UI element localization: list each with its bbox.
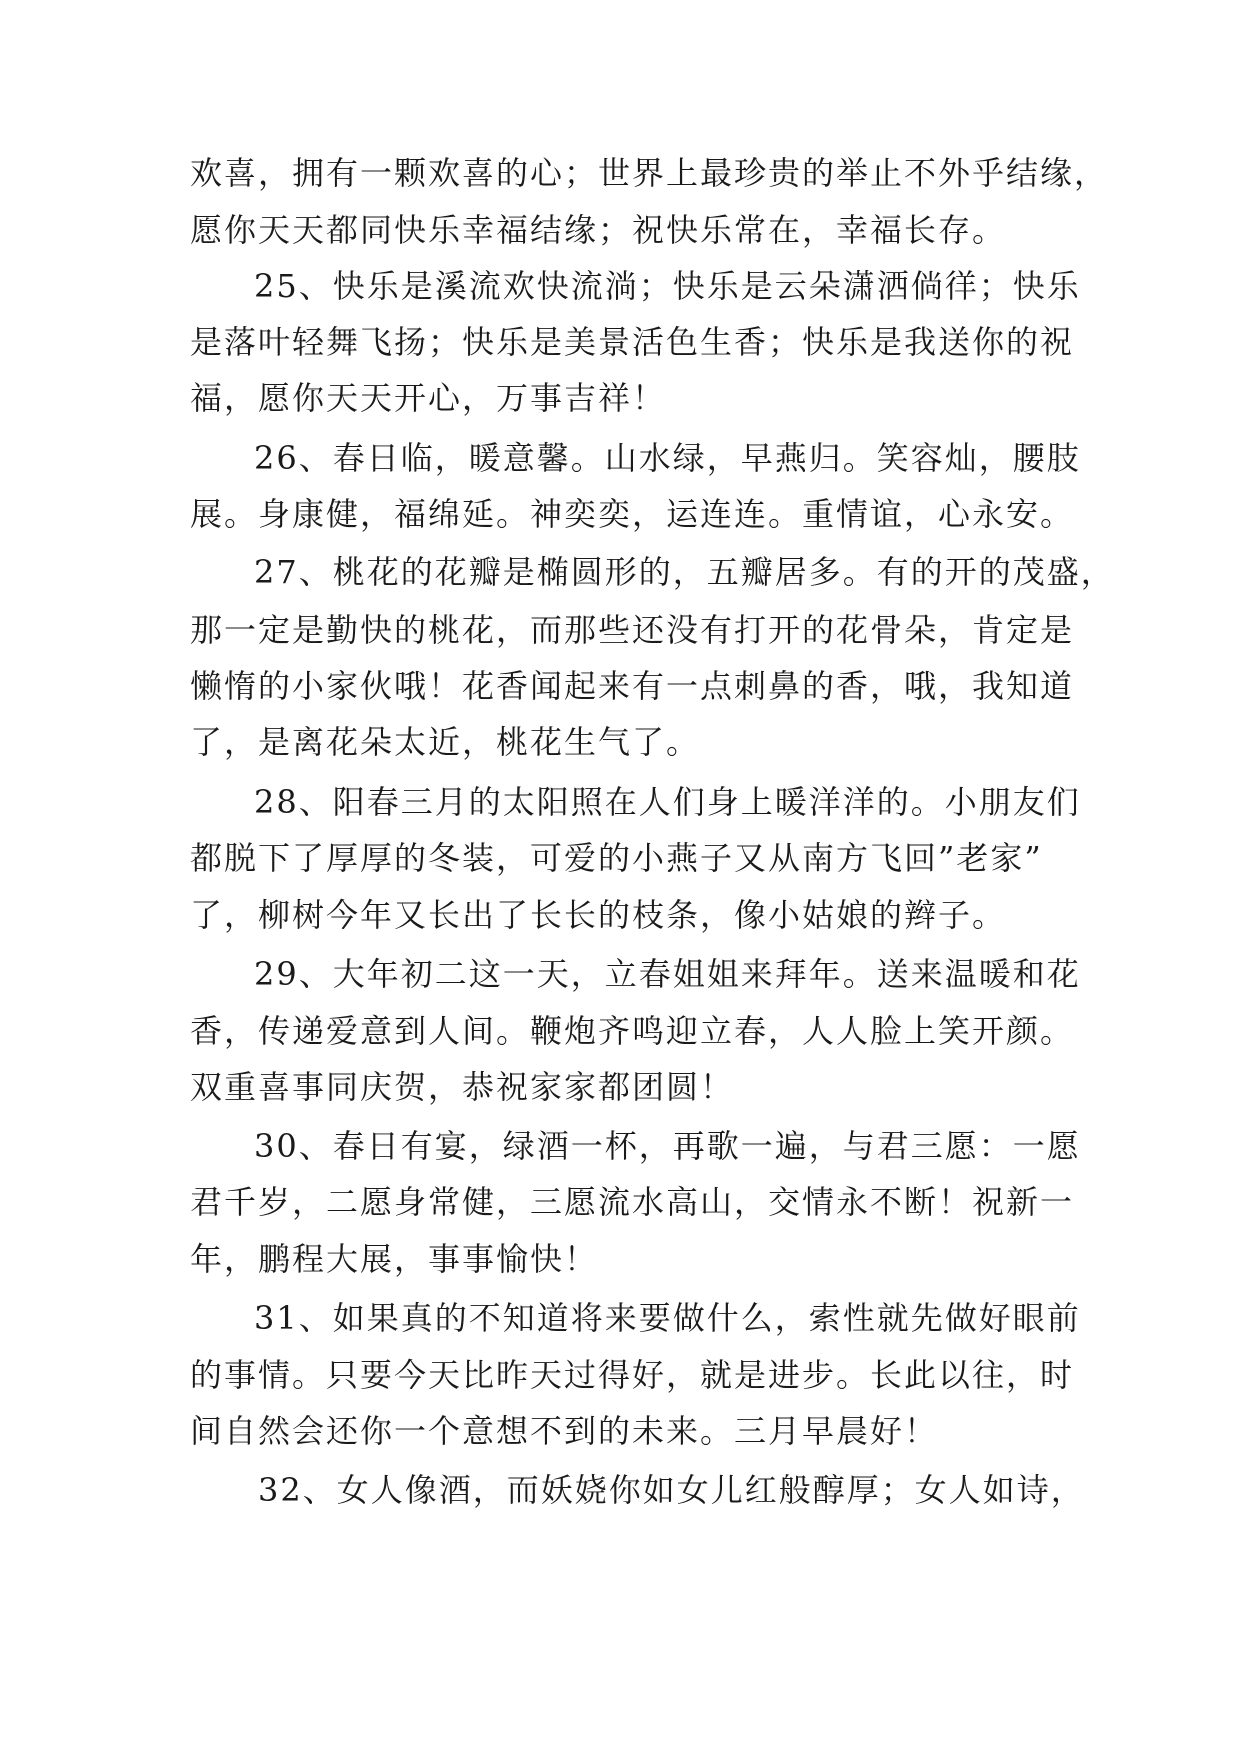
paragraph-28-start: 28、阳春三月的太阳照在人们身上暖洋洋的。小朋友们 [254, 783, 1081, 821]
text-line: 香，传递爱意到人间。鞭炮齐鸣迎立春，人人脸上笑开颜。 [190, 1012, 1075, 1050]
paragraph-27-start: 27、桃花的花瓣是椭圆形的，五瓣居多。有的开的茂盛， [254, 553, 1115, 591]
text-line: 年，鹏程大展，事事愉快！ [190, 1240, 599, 1278]
text-line: 那一定是勤快的桃花，而那些还没有打开的花骨朵，肯定是 [190, 611, 1075, 649]
text-line: 展。身康健，福绵延。神奕奕，运连连。重情谊，心永安。 [190, 495, 1075, 533]
paragraph-30-start: 30、春日有宴，绿酒一杯，再歌一遍，与君三愿：一愿 [254, 1127, 1081, 1165]
paragraph-32-start: 32、女人像酒，而妖娆你如女儿红般醇厚；女人如诗， [258, 1471, 1085, 1509]
paragraph-25-start: 25、快乐是溪流欢快流淌；快乐是云朵潇洒倘徉；快乐 [254, 267, 1081, 305]
text-line: 愿你天天都同快乐幸福结缘；祝快乐常在，幸福长存。 [190, 211, 1007, 249]
text-line: 了，柳树今年又长出了长长的枝条，像小姑娘的辫子。 [190, 896, 1007, 934]
text-line: 的事情。只要今天比昨天过得好，就是进步。长此以往，时 [190, 1356, 1075, 1394]
paragraph-29-start: 29、大年初二这一天，立春姐姐来拜年。送来温暖和花 [254, 955, 1081, 993]
text-line: 欢喜，拥有一颗欢喜的心；世界上最珍贵的举止不外乎结缘， [190, 154, 1109, 192]
paragraph-26-start: 26、春日临，暖意馨。山水绿，早燕归。笑容灿，腰肢 [254, 439, 1081, 477]
paragraph-31-start: 31、如果真的不知道将来要做什么，索性就先做好眼前 [254, 1299, 1081, 1337]
text-line: 了，是离花朵太近，桃花生气了。 [190, 723, 701, 761]
text-line: 福，愿你天天开心，万事吉祥！ [190, 379, 667, 417]
text-line: 君千岁，二愿身常健，三愿流水高山，交情永不断！祝新一 [190, 1183, 1075, 1221]
text-line: 都脱下了厚厚的冬装，可爱的小燕子又从南方飞回”老家” [190, 839, 1043, 877]
text-line: 双重喜事同庆贺，恭祝家家都团圆！ [190, 1068, 735, 1106]
text-line: 是落叶轻舞飞扬；快乐是美景活色生香；快乐是我送你的祝 [190, 323, 1075, 361]
text-line: 间自然会还你一个意想不到的未来。三月早晨好！ [190, 1412, 939, 1450]
text-line: 懒惰的小家伙哦！花香闻起来有一点刺鼻的香，哦，我知道 [190, 667, 1075, 705]
